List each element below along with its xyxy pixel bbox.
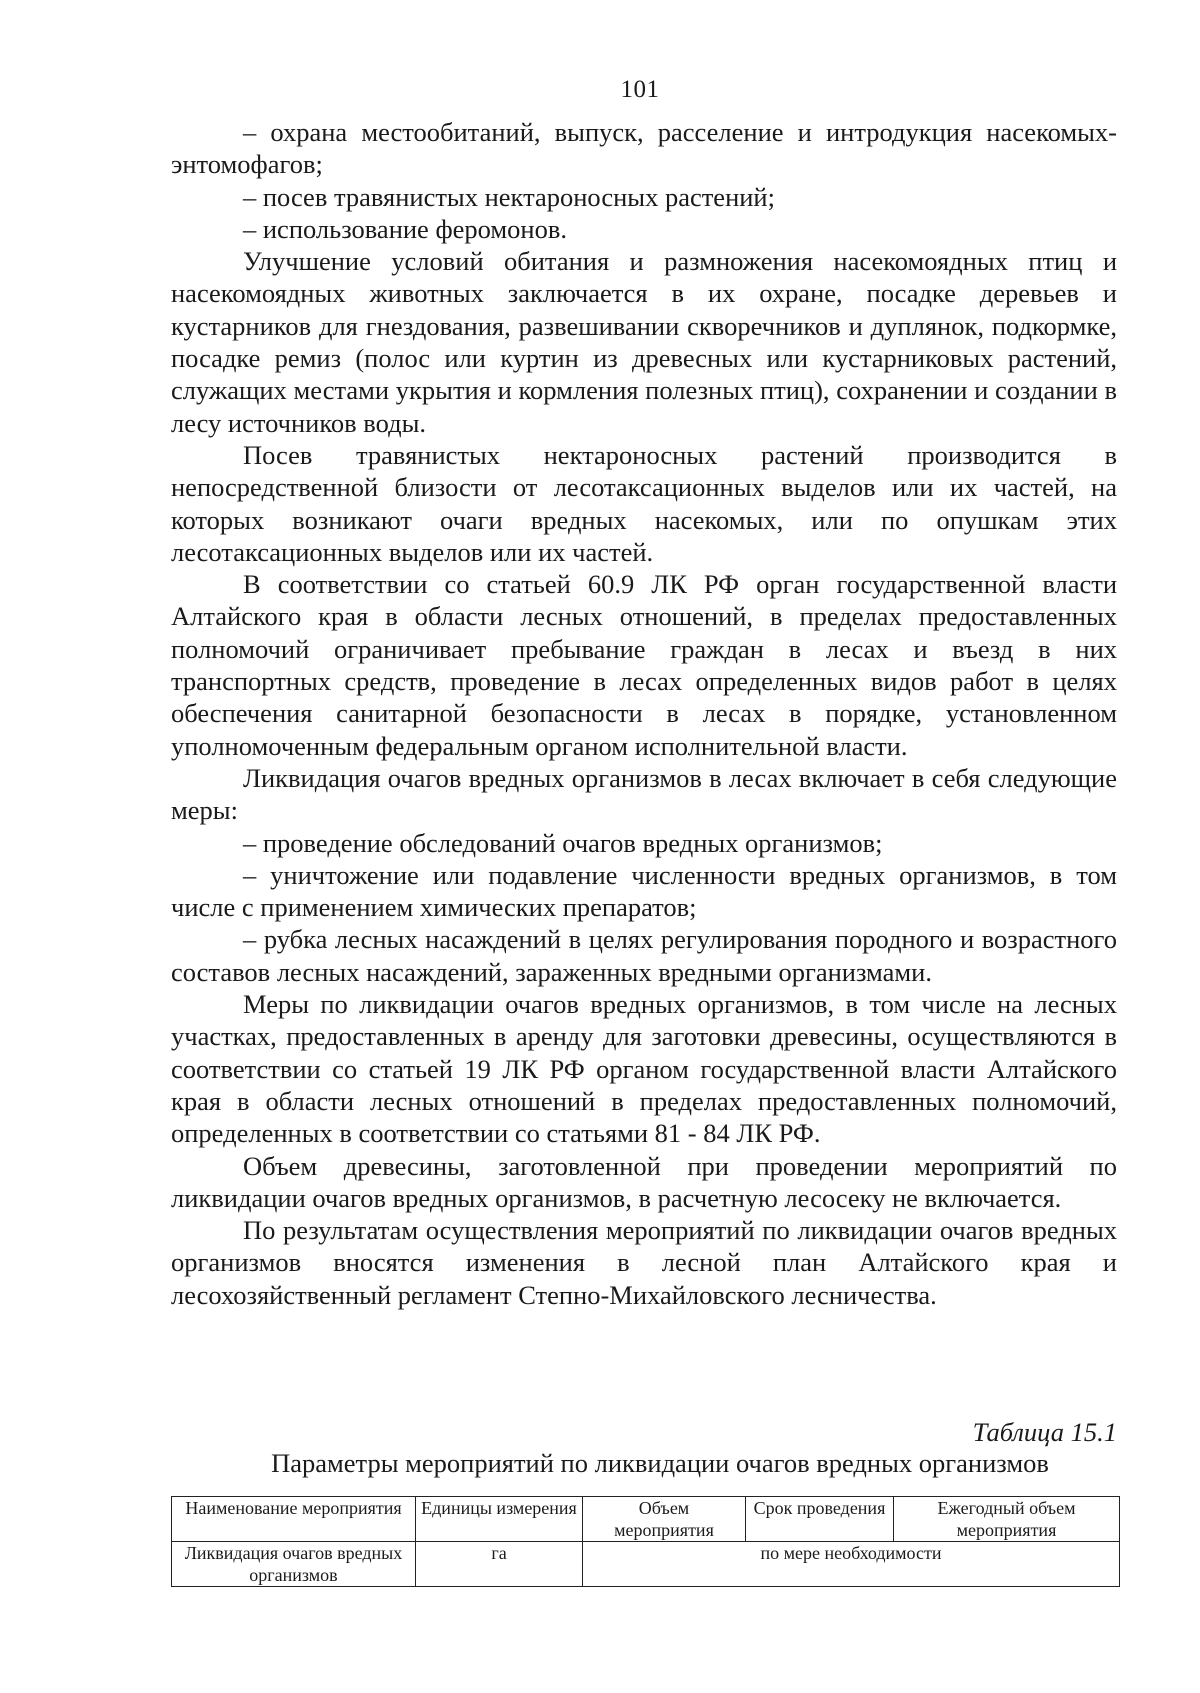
paragraph: Меры по ликвидации очагов вредных организмов, в том числе на лесных участках, предоставленных в аренду для заготовки древесины, осуществляются в соответствии со статьей 19 ЛК РФ органом государственной власти Алтайского края в области лесных отношений в пределах предоставленных полномочий, определенных в соответствии со статьями 81 - 84 ЛК РФ. [171, 989, 1117, 1149]
table-header-cell: Единицы измерения [416, 1497, 583, 1542]
body-text [171, 116, 1117, 1311]
list-item: – охрана местообитаний, выпуск, расселение и интродукция насекомых-энтомофагов; [171, 117, 1117, 180]
paragraph: Объем древесины, заготовленной при проведении мероприятий по ликвидации очагов вредных организмов, в расчетную лесосеку не включается. [171, 1150, 1117, 1213]
parameters-table [171, 1496, 1120, 1587]
table-cell-merged: по мере необходимости [583, 1542, 1120, 1587]
paragraph: Улучшение условий обитания и размножения насекомоядных птиц и насекомоядных животных заключается в их охране, посадке деревьев и кустарников для гнездования, развешивании скворечников и дуплянок, подкормке, посадке ремиз (полос или куртин из древесных или кустарниковых растений, служащих местами укрытия и кормления полезных птиц), сохранении и создании в лесу источников воды. [171, 246, 1117, 438]
list-item: – проведение обследований очагов вредных организмов; [243, 827, 883, 858]
table-title: Параметры мероприятий по ликвидации очагов вредных организмов [271, 1448, 1049, 1478]
table-caption: Таблица 15.1 [972, 1417, 1117, 1447]
table-cell-unit: га [416, 1542, 583, 1587]
table-header-cell: Наименование мероприятия [172, 1497, 416, 1542]
list-item: – рубка лесных насаждений в целях регулирования породного и возрастного составов лесных насаждений, зараженных вредными организмами. [171, 924, 1117, 987]
list-item: – уничтожение или подавление численности вредных организмов, в том числе с применением химических препаратов; [171, 859, 1117, 923]
table-row [172, 1542, 1120, 1587]
paragraph: Ликвидация очагов вредных организмов в лесах включает в себя следующие меры: [171, 762, 1117, 826]
paragraph: В соответствии со статьей 60.9 ЛК РФ орган государственной власти Алтайского края в области лесных отношений, в пределах предоставленных полномочий ограничивает пребывание граждан в лесах и въезд в них транспортных средств, проведение в лесах определенных видов работ в целях обеспечения санитарной безопасности в лесах в порядке, установленном уполномоченным федеральным органом исполнительной власти. [171, 569, 1117, 761]
list-item: – использование феромонов. [243, 213, 567, 244]
paragraph: По результатам осуществления мероприятий по ликвидации очагов вредных организмов вносятся изменения в лесной план Алтайского края и лесохозяйственный регламент Степно-Михайловского лесничества. [171, 1215, 1117, 1310]
table-header-row [172, 1497, 1120, 1542]
table-cell-name: Ликвидация очагов вредных организмов [172, 1542, 416, 1587]
paragraph: Посев травянистых нектароносных растений производится в непосредственной близости от лесотаксационных выделов или их частей, на которых возникают очаги вредных насекомых, или по опушкам этих лесотаксационных выделов или их частей. [171, 439, 1117, 567]
table-header-cell: Срок проведения [746, 1497, 894, 1542]
list-item: – посев травянистых нектароносных растений; [243, 181, 775, 212]
page-number: 101 [620, 76, 660, 103]
table-header-cell: Объем мероприятия [583, 1497, 746, 1542]
table-header-cell: Ежегодный объем мероприятия [894, 1497, 1120, 1542]
